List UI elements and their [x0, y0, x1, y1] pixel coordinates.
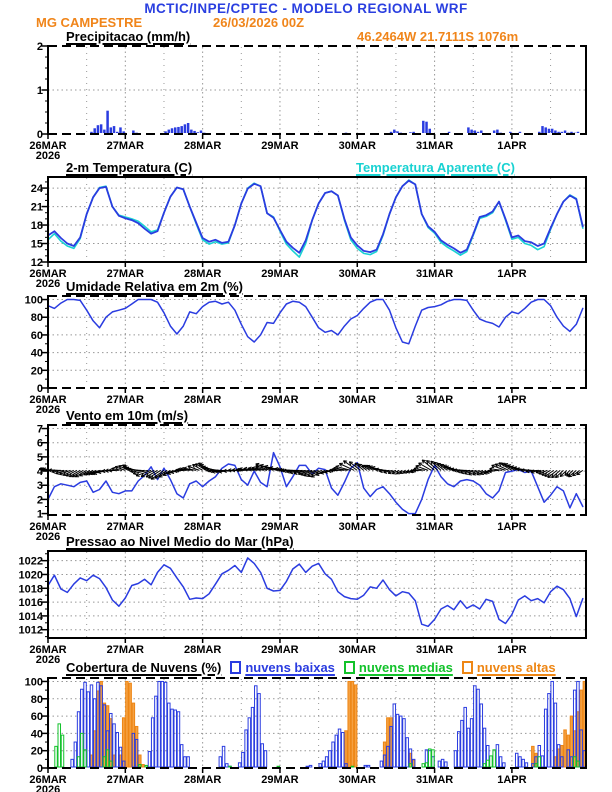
wind-arrowhead: [445, 466, 449, 467]
x-tick-label: 1APR: [497, 521, 527, 533]
bar: [390, 132, 393, 133]
bar: [480, 130, 483, 133]
bar: [393, 704, 396, 767]
legend-nuvens-medias: nuvens medias: [358, 660, 453, 675]
wind-arrowhead: [349, 462, 353, 463]
wind-arrowhead: [507, 465, 511, 466]
y-tick-label: 0: [36, 763, 43, 775]
bar: [499, 757, 502, 767]
y-tick-label: 1022: [18, 555, 43, 568]
x-year-label: 2026: [35, 278, 61, 290]
wind-10m-series: [48, 453, 583, 514]
panel-title-humidity: Umidade Relativa em 2m (%): [66, 279, 244, 294]
bar: [158, 681, 161, 767]
bar: [548, 694, 551, 767]
bar: [351, 766, 354, 767]
x-tick-label: 31MAR: [415, 140, 454, 152]
y-tick-label: 1020: [18, 569, 43, 582]
x-year-label: 2026: [35, 784, 61, 792]
x-tick-label: 1APR: [497, 140, 527, 152]
y-tick-label: 1018: [18, 583, 43, 596]
bar: [403, 719, 406, 767]
wind-arrowhead: [355, 463, 359, 464]
bar: [222, 746, 225, 767]
wind-arrowhead: [248, 467, 251, 468]
page-title: MCTIC/INPE/CPTEC - MODELO REGIONAL WRF: [144, 1, 468, 16]
wind-arrowhead: [422, 460, 426, 461]
wind-arrowhead: [434, 462, 438, 463]
bar: [457, 732, 460, 767]
bar: [187, 757, 190, 767]
bar: [116, 132, 119, 133]
y-tick-label: 80: [30, 693, 43, 706]
panel-title-cloud-cover: Cobertura de Nuvens (%): [66, 660, 222, 675]
x-tick-label: 28MAR: [183, 394, 222, 406]
y-tick-label: 2: [36, 41, 43, 53]
bar: [454, 751, 457, 767]
bar: [229, 766, 232, 767]
bar: [155, 696, 158, 767]
bar: [496, 745, 499, 767]
bar: [90, 132, 93, 133]
bar: [467, 127, 470, 133]
bar: [119, 127, 122, 133]
x-tick-label: 27MAR: [106, 774, 144, 786]
bar: [467, 728, 470, 767]
bar: [164, 682, 167, 767]
panel-precipitation: [29, 41, 586, 162]
bar: [174, 710, 177, 767]
x-tick-label: 26MAR: [29, 644, 67, 656]
x-tick-label: 29MAR: [261, 394, 299, 406]
bar: [525, 763, 528, 767]
y-tick-label: 18: [30, 220, 43, 233]
x-year-label: 2026: [35, 150, 61, 162]
y-tick-label: 20: [30, 365, 43, 378]
x-year-label: 2026: [35, 531, 61, 543]
bar: [483, 764, 486, 767]
bar: [470, 130, 473, 133]
x-tick-label: 31MAR: [415, 521, 454, 533]
bar: [184, 757, 187, 767]
y-tick-label: 12: [30, 257, 43, 269]
bar: [425, 763, 428, 767]
bar: [564, 130, 567, 133]
x-tick-label: 29MAR: [261, 521, 299, 533]
wind-arrowhead: [124, 466, 128, 467]
precipitation-series: [90, 111, 579, 133]
bar: [490, 756, 493, 767]
y-tick-label: 21: [30, 201, 43, 214]
bar: [541, 756, 544, 767]
bar: [515, 753, 518, 767]
panel-title-wind: Vento em 10m (m/s): [66, 408, 189, 423]
bar: [483, 728, 486, 767]
bar: [345, 731, 348, 767]
bar: [81, 733, 84, 767]
x-tick-label: 30MAR: [338, 521, 376, 533]
x-tick-label: 28MAR: [183, 268, 222, 280]
y-tick-label: 1: [36, 85, 43, 97]
bar: [551, 129, 554, 133]
bar: [486, 760, 489, 767]
bar: [548, 129, 551, 133]
bar: [87, 692, 90, 767]
bar: [187, 123, 190, 133]
bar: [197, 132, 200, 133]
bar: [245, 730, 248, 767]
x-tick-label: 1APR: [497, 394, 527, 406]
bar: [448, 132, 451, 133]
bar: [148, 752, 151, 767]
wind-arrowhead: [252, 467, 255, 468]
bar: [577, 132, 580, 133]
bar: [496, 130, 499, 133]
bar: [509, 132, 512, 133]
y-tick-label: 1014: [18, 610, 43, 623]
bar: [242, 752, 245, 767]
bar: [441, 759, 444, 767]
bar: [103, 130, 106, 133]
x-tick-label: 27MAR: [106, 394, 144, 406]
bar: [438, 761, 441, 767]
bar: [325, 757, 328, 767]
bar: [251, 707, 254, 767]
bar: [174, 127, 177, 133]
wind-arrowhead: [490, 467, 493, 468]
bar: [277, 766, 280, 767]
x-tick-label: 31MAR: [415, 774, 454, 786]
x-tick-label: 30MAR: [338, 140, 376, 152]
x-tick-label: 27MAR: [106, 521, 144, 533]
bar: [470, 719, 473, 767]
bar: [503, 763, 506, 767]
x-tick-label: 30MAR: [338, 774, 376, 786]
x-tick-label: 26MAR: [29, 394, 67, 406]
bar: [544, 709, 547, 767]
station-label: MG CAMPESTRE: [36, 15, 143, 30]
bar: [193, 131, 196, 133]
frame: [42, 176, 587, 267]
bar: [261, 744, 264, 767]
y-tick-label: 60: [30, 329, 43, 342]
bar: [519, 132, 522, 133]
bar: [129, 683, 132, 767]
bar: [493, 130, 496, 133]
bar: [100, 124, 103, 133]
x-tick-label: 31MAR: [415, 394, 454, 406]
bar: [477, 689, 480, 767]
bar: [258, 694, 261, 767]
bar: [557, 132, 560, 133]
y-tick-label: 5: [36, 451, 43, 464]
panel-title-precipitation: Precipitacao (mm/h): [66, 29, 191, 44]
x-tick-label: 1APR: [497, 268, 527, 280]
bar: [116, 733, 119, 767]
bar: [474, 130, 477, 133]
x-tick-label: 28MAR: [183, 140, 222, 152]
panel-temperature-2m: [29, 176, 586, 290]
bar: [168, 703, 171, 767]
bar: [238, 763, 241, 767]
bar: [461, 720, 464, 767]
x-tick-label: 29MAR: [261, 644, 299, 656]
x-tick-label: 28MAR: [183, 774, 222, 786]
legend-nuvens-baixas: nuvens baixas: [245, 660, 335, 675]
x-tick-label: 30MAR: [338, 394, 376, 406]
run-datetime: 26/03/2026 00Z: [213, 15, 305, 30]
bar: [84, 750, 87, 767]
bar: [422, 121, 425, 133]
y-tick-label: 6: [36, 437, 43, 450]
bar: [226, 764, 229, 767]
x-tick-label: 29MAR: [261, 268, 299, 280]
x-year-label: 2026: [35, 654, 61, 666]
wind-arrowhead: [115, 466, 119, 467]
bar: [122, 718, 125, 767]
y-tick-label: 24: [30, 183, 43, 196]
bar: [126, 681, 128, 767]
wind-arrowhead: [265, 465, 268, 466]
panel-mslp: [19, 550, 586, 666]
bar: [322, 761, 325, 767]
x-tick-label: 27MAR: [106, 644, 144, 656]
x-tick-label: 1APR: [497, 644, 527, 656]
bar: [171, 709, 174, 767]
bar: [255, 686, 258, 767]
y-tick-label: 7: [36, 423, 43, 436]
bar: [564, 730, 567, 767]
bar: [354, 685, 357, 767]
bar: [396, 714, 399, 767]
relative-humidity-2m-series: [48, 300, 583, 344]
y-tick-label: 15: [30, 238, 43, 251]
y-tick-label: 3: [36, 480, 43, 493]
bar: [177, 712, 180, 767]
bar: [97, 125, 100, 133]
bar: [309, 765, 312, 767]
wind-arrowhead: [492, 465, 496, 466]
bar: [364, 765, 367, 767]
bar: [319, 764, 322, 767]
bar: [145, 765, 148, 767]
x-tick-label: 27MAR: [106, 140, 144, 152]
bar: [264, 751, 267, 767]
panel-relative-humidity-2m: [25, 295, 586, 416]
y-tick-label: 2: [36, 494, 43, 507]
x-tick-label: 29MAR: [261, 774, 299, 786]
bar: [522, 759, 525, 767]
panel-title-temperature: 2-m Temperatura (C): [66, 160, 193, 175]
bar: [380, 761, 383, 767]
y-tick-label: 60: [30, 711, 43, 724]
panel-title-pressure: Pressao ao Nivel Medio do Mar (hPa): [66, 534, 294, 549]
y-tick-label: 100: [24, 294, 43, 307]
x-tick-label: 30MAR: [338, 268, 376, 280]
x-tick-label: 31MAR: [415, 644, 454, 656]
bar: [113, 126, 116, 133]
bar: [219, 757, 222, 767]
x-tick-label: 26MAR: [29, 140, 67, 152]
bar: [58, 724, 61, 767]
x-tick-label: 30MAR: [338, 644, 376, 656]
bar: [561, 132, 564, 133]
bar: [422, 764, 425, 767]
x-tick-label: 28MAR: [183, 521, 222, 533]
wind-vectors: [36, 460, 583, 479]
legend-nuvens-altas: nuvens altas: [476, 660, 556, 675]
bar: [184, 124, 187, 133]
bar: [338, 729, 341, 767]
bar: [493, 750, 496, 767]
wind-arrowhead: [244, 467, 247, 468]
x-tick-label: 26MAR: [29, 774, 67, 786]
bar: [248, 718, 251, 767]
panel-cloud-cover: [25, 676, 586, 792]
bar: [168, 130, 171, 133]
y-tick-label: 40: [30, 347, 43, 360]
bar: [177, 127, 180, 133]
bar: [74, 742, 77, 767]
y-tick-label: 80: [30, 312, 43, 325]
wind-arrowhead: [188, 466, 192, 467]
bar: [445, 762, 448, 767]
bar: [399, 716, 402, 767]
bar: [425, 122, 428, 133]
bar: [71, 759, 74, 767]
bar: [406, 738, 409, 767]
x-tick-label: 26MAR: [29, 521, 67, 533]
y-tick-label: 0: [36, 383, 43, 395]
wind-arrowhead: [372, 466, 375, 467]
y-tick-label: 20: [30, 745, 43, 758]
y-tick-label: 1016: [18, 597, 43, 610]
station-coordinates: 46.2464W 21.7111S 1076m: [357, 29, 519, 44]
wind-arrowhead: [256, 463, 260, 464]
bar: [164, 131, 167, 133]
bar: [55, 746, 58, 767]
bar: [342, 733, 345, 767]
bar: [348, 681, 351, 767]
y-tick-label: 1: [36, 508, 43, 521]
bar: [180, 745, 183, 767]
panel-wind-10m: [29, 424, 586, 543]
x-tick-label: 28MAR: [183, 644, 222, 656]
frame: [42, 550, 587, 643]
bar: [554, 130, 557, 133]
bar: [480, 704, 483, 767]
umidade-relativa-em-2m--line: [48, 300, 583, 344]
bar: [428, 129, 431, 133]
y-tick-label: 0: [36, 129, 43, 141]
bar: [396, 131, 399, 133]
wind-arrowhead: [369, 466, 373, 467]
bar: [541, 126, 544, 133]
y-tick-label: 4: [36, 466, 43, 479]
bar: [306, 766, 309, 767]
velocidade-do-vento-m-s--line: [48, 453, 583, 514]
bar: [432, 750, 435, 767]
bar: [151, 718, 154, 767]
bar: [77, 757, 80, 767]
x-year-label: 2026: [35, 404, 61, 416]
bar: [110, 127, 113, 133]
y-tick-label: 1012: [18, 624, 43, 637]
wind-arrowhead: [183, 467, 186, 468]
bar: [180, 126, 183, 133]
wind-arrowhead: [112, 467, 115, 468]
panel-title-apparent-temperature: Temperatura Aparente (C): [356, 160, 515, 175]
temperature-2m-series: [48, 180, 583, 257]
bar: [190, 130, 193, 133]
bar: [538, 757, 541, 767]
wind-arrowhead: [336, 465, 339, 466]
bar: [161, 681, 164, 767]
bar: [393, 130, 396, 133]
wind-arrowhead: [511, 466, 514, 467]
bar: [570, 132, 573, 133]
bar: [332, 742, 335, 767]
bar: [142, 765, 145, 767]
bar: [428, 749, 431, 767]
x-tick-label: 29MAR: [261, 140, 299, 152]
bar: [132, 130, 135, 133]
bar: [351, 681, 354, 767]
bar: [538, 132, 541, 133]
bar: [171, 128, 174, 133]
wind-arrow: [128, 470, 141, 471]
bar: [464, 707, 467, 767]
bar: [93, 128, 96, 133]
bar: [412, 132, 415, 133]
x-tick-label: 27MAR: [106, 268, 144, 280]
x-tick-label: 31MAR: [415, 268, 454, 280]
bar: [409, 132, 412, 133]
bar: [106, 111, 109, 133]
bar: [519, 757, 522, 767]
x-tick-label: 1APR: [497, 774, 527, 786]
cloud-cover-series: [55, 681, 586, 767]
bar: [477, 132, 480, 133]
frame: [42, 45, 587, 139]
wind-arrowhead: [260, 464, 264, 465]
2-m-temperatura-c--line: [48, 181, 583, 253]
bar: [544, 127, 547, 133]
y-tick-label: 100: [24, 676, 43, 689]
bar: [329, 751, 332, 767]
y-tick-label: 40: [30, 728, 43, 741]
bar: [551, 681, 554, 767]
bar: [122, 131, 125, 133]
bar: [474, 686, 477, 767]
bar: [367, 765, 370, 767]
bar: [200, 130, 203, 133]
x-tick-label: 26MAR: [29, 268, 67, 280]
wind-arrowhead: [416, 465, 420, 466]
